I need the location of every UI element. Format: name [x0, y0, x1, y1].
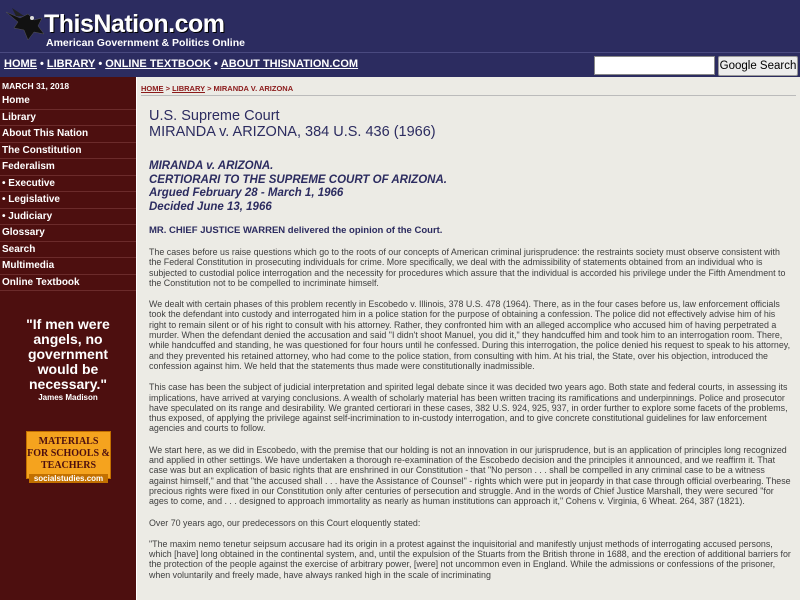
current-date: MARCH 31, 2018 — [2, 81, 70, 91]
opinion-paragraph: This case has been the subject of judicial interpretation and spirited legal debate since it was decided two years ago. Both state and federal courts, in assessing its implications, have arrived at varying conclusions. A wealth of scholarly material has been written tracing its ramifications and underpinnings. Police and prosecutor have speculated on its range and desirability. We granted certiorari in these cases, 382 U.S. 924, 925, 937, in order further to explore some facets of the problems, thus exposed, of applying the privilege against self-incrimination to in-custody interrogation, and to give concrete constitutional guidelines for law enforcement agencies and courts to follow. — [149, 382, 788, 434]
caption-line: Argued February 28 - March 1, 1966 — [149, 187, 344, 199]
site-logo[interactable] — [4, 4, 245, 50]
top-nav — [0, 52, 800, 77]
google-search-button[interactable]: Google Search — [718, 56, 798, 76]
sidebar-item-glossary[interactable]: Glossary — [0, 225, 136, 242]
breadcrumb-current: MIRANDA V. ARIZONA — [213, 84, 294, 93]
madison-quote — [0, 317, 136, 402]
breadcrumb-separator: > — [204, 84, 214, 93]
sidebar-item-library[interactable]: Library — [0, 110, 136, 127]
opinion-paragraph: We dealt with certain phases of this problem recently in Escobedo v. Illinois, 378 U.S. 478 (1964). There, as in the four cases before us, law enforcement officials took the defendant into custody and interrogated him in a police station for the purpose of obtaining a confession. The police did not effectively advise him of his right to remain silent or of his right to consult with his attorney. Rather, they confronted him with an alleged accomplice who accused him of having perpetrated a murder. When the defendant denied the accusation and said "I didn't shoot Manuel, you did it," they handcuffed him and took him to an interrogation room. There, while handcuffed and standing, he was questioned for four hours until he confessed. During this interrogation, the police denied his request to speak to his attorney, and they prevented his retained attorney, who had come to the police station, from consulting with him. At his trial, the State, over his objection, introduced the confession against him. We held that the statements thus made were constitutionally inadmissible. — [149, 299, 791, 371]
opinion-author: MR. CHIEF JUSTICE WARREN delivered the opinion of the Court. — [149, 225, 443, 236]
nav-separator: • — [213, 58, 218, 70]
sidebar-item-search[interactable]: Search — [0, 242, 136, 259]
sidebar-item-online-textbook[interactable]: Online Textbook — [0, 275, 136, 292]
case-caption — [149, 160, 792, 214]
quote-text: "If men were angels, no government would be necessary." — [26, 316, 110, 392]
caption-line: MIRANDA v. ARIZONA. — [149, 160, 274, 172]
ad-line-3: socialstudies.com — [29, 474, 108, 483]
quote-author: James Madison — [38, 393, 98, 402]
nav-home-link[interactable]: HOME — [4, 58, 37, 70]
case-document — [149, 108, 792, 580]
breadcrumb — [141, 84, 796, 96]
site-subtitle: American Government & Politics Online — [46, 37, 245, 49]
nav-about-link[interactable]: ABOUT THISNATION.COM — [220, 58, 359, 70]
nav-textbook-link[interactable]: ONLINE TEXTBOOK — [105, 58, 211, 70]
sidebar-item-multimedia[interactable]: Multimedia — [0, 258, 136, 275]
sidebar-item-legislative[interactable]: • Legislative — [0, 192, 136, 209]
caption-line: CERTIORARI TO THE SUPREME COURT OF ARIZONA. — [149, 173, 447, 186]
sidebar-item-constitution[interactable]: The Constitution — [0, 143, 136, 160]
breadcrumb-separator: > — [163, 84, 173, 93]
ad-line-1: MATERIALS — [38, 436, 99, 447]
breadcrumb-home-link[interactable]: HOME — [141, 84, 164, 93]
sidebar-item-judiciary[interactable]: • Judiciary — [0, 209, 136, 226]
breadcrumb-library-link[interactable]: LIBRARY — [172, 84, 205, 93]
sidebar-item-federalism[interactable]: Federalism — [0, 159, 136, 176]
opinion-paragraph: The cases before us raise questions which go to the roots of our concepts of American criminal jurisprudence: the restraints society must observe consistent with the Federal Constitution in prosecuting individuals for crime. More specifically, we deal with the admissibility of statements obtained from an individual who is subjected to custodial police interrogation and the necessity for procedures which assure that the individual is accorded his privilege under the Fifth Amendment to the Constitution not to be compelled to incriminate himself. — [149, 247, 786, 288]
search-input[interactable] — [594, 56, 715, 75]
site-header — [0, 0, 800, 52]
nav-library-link[interactable]: LIBRARY — [46, 58, 96, 70]
case-title: MIRANDA v. ARIZONA, 384 U.S. 436 (1966) — [149, 124, 436, 140]
site-title: ThisNation.com — [44, 10, 225, 38]
nav-separator: • — [40, 58, 44, 70]
caption-line: Decided June 13, 1966 — [149, 200, 272, 213]
nav-links — [4, 58, 358, 70]
main-content — [137, 77, 800, 600]
sidebar-item-about[interactable]: About This Nation — [0, 126, 136, 143]
opinion-paragraph: Over 70 years ago, our predecessors on this Court eloquently stated: — [149, 517, 421, 528]
sidebar-item-home[interactable]: Home — [0, 93, 136, 110]
sidebar-item-executive[interactable]: • Executive — [0, 176, 136, 193]
opinion-paragraph: We start here, as we did in Escobedo, with the premise that our holding is not an innovation in our jurisprudence, but is an application of principles long recognized and applied in other settings. We have undertaken a thorough re-examination of the Escobedo decision and the principles it announced, and we reaffirm it. That case was but an explication of basic rights that are enshrined in our Constitution - that "No person . . . shall be compelled in any criminal case to be a witness against himself," and that "the accused shall . . . have the Assistance of Counsel" - rights which were put in jeopardy in that case through official overbearing. These precious rights were fixed in our Constitution only after centuries of persecution and struggle. And in the words of Chief Justice Marshall, they were secured "for ages to come, and . . . designed to approach immortality as nearly as human institutions can approach it," Cohens v. Virginia, 6 Wheat. 264, 387 (1821). — [149, 444, 791, 507]
sidebar — [0, 77, 136, 600]
sidebar-menu — [0, 93, 136, 291]
court-heading: U.S. Supreme Court — [149, 108, 280, 124]
nav-separator: • — [98, 58, 103, 70]
materials-ad-banner[interactable] — [26, 431, 111, 483]
ad-line-2: FOR SCHOOLS & TEACHERS — [27, 448, 110, 471]
opinion-paragraph: "The maxim nemo tenetur seipsum accusare had its origin in a protest against the inquisitorial and manifestly unjust methods of interrogating accused persons, which [have] long obtained in the continental system, and, until the expulsion of the Stuarts from the British throne in 1688, and the erection of additional barriers for the protection of the people against the exercise of arbitrary power, [were] not uncommon even in England. While the admissions or confessions of the prisoner, when voluntarily and freely made, have always ranked high in the scale of incriminating — [149, 538, 791, 580]
